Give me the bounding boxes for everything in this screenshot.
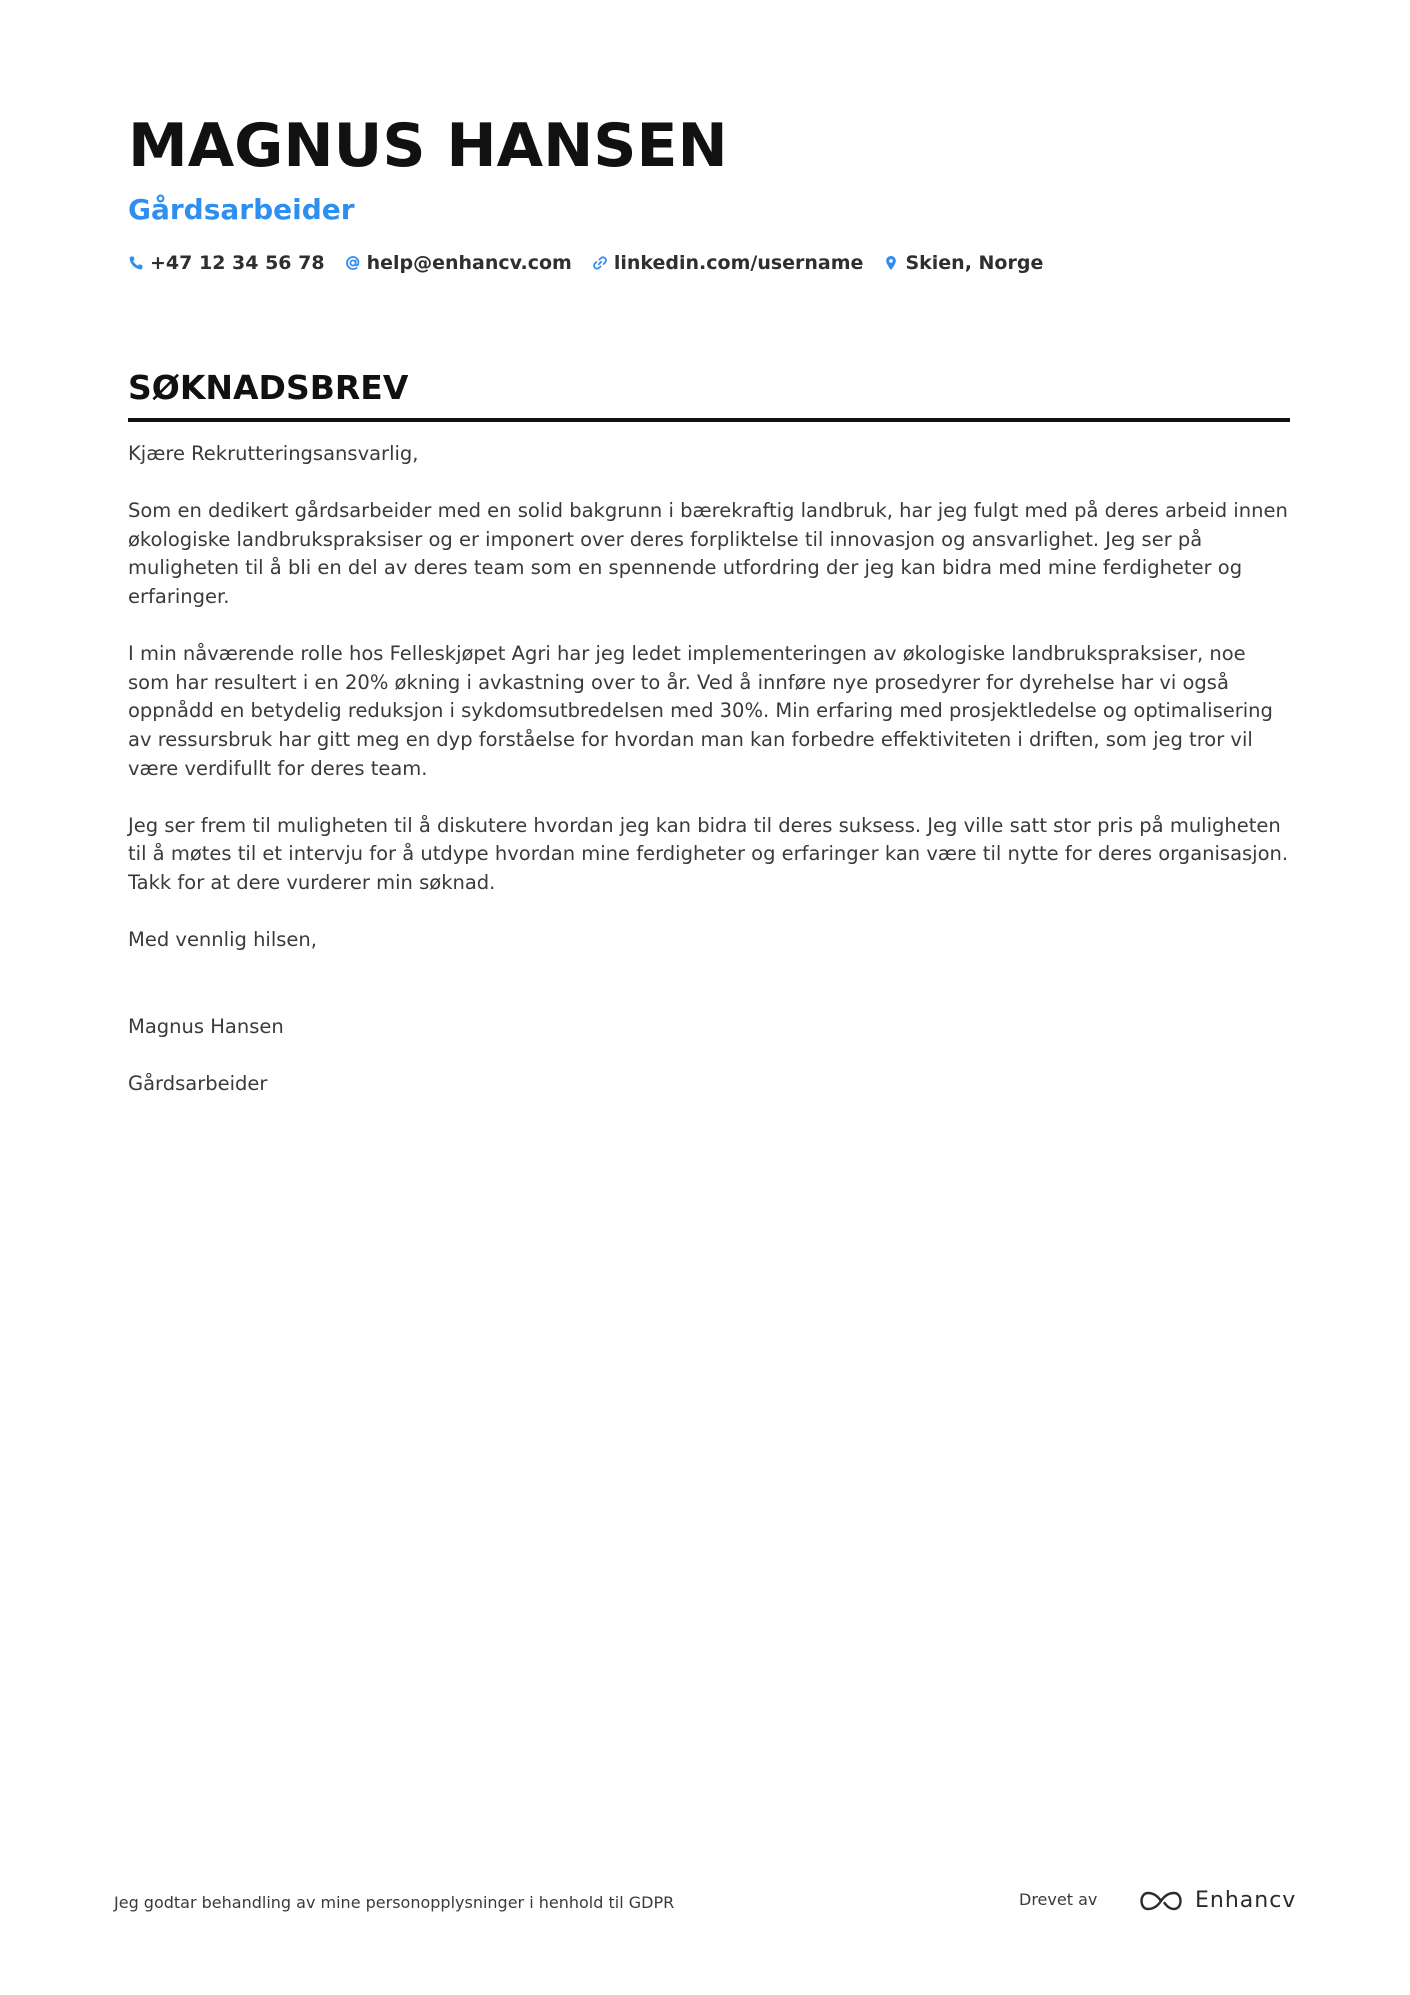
signature-title: Gårdsarbeider	[128, 1071, 268, 1095]
email-text: help@enhancv.com	[366, 252, 572, 274]
letter-greeting: Kjære Rekrutteringsansvarlig,	[128, 442, 419, 465]
enhancv-logo[interactable]	[1139, 1888, 1296, 1913]
at-icon	[345, 255, 361, 271]
contact-linkedin[interactable]	[592, 250, 864, 276]
letter-paragraph: I min nåværende rolle hos Felleskjøpet Agri har jeg ledet implementeringen av økologiske landbrukspraksiser, noe som har resultert i en 20% økning i avkastning over to år. Ved å innføre nye prosedyrer for dyrehelse har vi også oppnådd en betydelig reduksjon i sykdomsutbredelsen med 30%. Min erfaring med prosjektledelse og optimalisering av ressursbruk har gitt meg en dyp forståelse for hvordan man kan forbedre effektiviteten i driften, som jeg tror vil være verdifullt for deres team.	[128, 642, 1273, 780]
phone-text: +47 12 34 56 78	[150, 252, 325, 274]
letter-paragraph: Som en dedikert gårdsarbeider med en solid bakgrunn i bærekraftig landbruk, har jeg fulgt med på deres arbeid innen økologiske landbrukspraksiser og er imponert over deres forpliktelse til innovasjon og ansvarlighet. Jeg ser på muligheten til å bli en del av deres team som en spennende utfordring der jeg kan bidra med mine ferdigheter og erfaringer.	[128, 499, 1288, 608]
contact-location	[883, 250, 1043, 276]
phone-icon	[128, 255, 144, 271]
location-text: Skien, Norge	[905, 252, 1044, 274]
letter-paragraph: Jeg ser frem til muligheten til å diskutere hvordan jeg kan bidra til deres suksess. Jeg ville satt stor pris på muligheten til å møtes til et intervju for å utdype hvordan mine ferdigheter og erfaringer kan være til nytte for deres organisasjon. Takk for at dere vurderer min søknad.	[128, 813, 1289, 894]
contact-email[interactable]	[345, 250, 572, 276]
letter-body	[128, 440, 1290, 1098]
cover-letter-page	[128, 110, 1290, 1127]
powered-by-text: Drevet av	[1019, 1890, 1098, 1909]
signature-name: Magnus Hansen	[128, 1014, 284, 1038]
section-divider	[128, 418, 1290, 422]
linkedin-text: linkedin.com/username	[613, 252, 864, 274]
contact-phone	[128, 250, 325, 276]
enhancv-logo-icon	[1139, 1889, 1185, 1913]
contact-row	[128, 250, 1290, 276]
gdpr-consent-text: Jeg godtar behandling av mine personopplysninger i henhold til GDPR	[114, 1893, 675, 1912]
applicant-name: MAGNUS HANSEN	[128, 111, 728, 181]
enhancv-logo-text: Enhancv	[1195, 1888, 1297, 1913]
letter-closing: Med vennlig hilsen,	[128, 928, 317, 952]
section-title: SØKNADSBREV	[128, 368, 409, 407]
link-icon	[592, 255, 608, 271]
location-pin-icon	[883, 255, 899, 271]
page-footer	[114, 1888, 1297, 1918]
applicant-title: Gårdsarbeider	[128, 193, 355, 226]
